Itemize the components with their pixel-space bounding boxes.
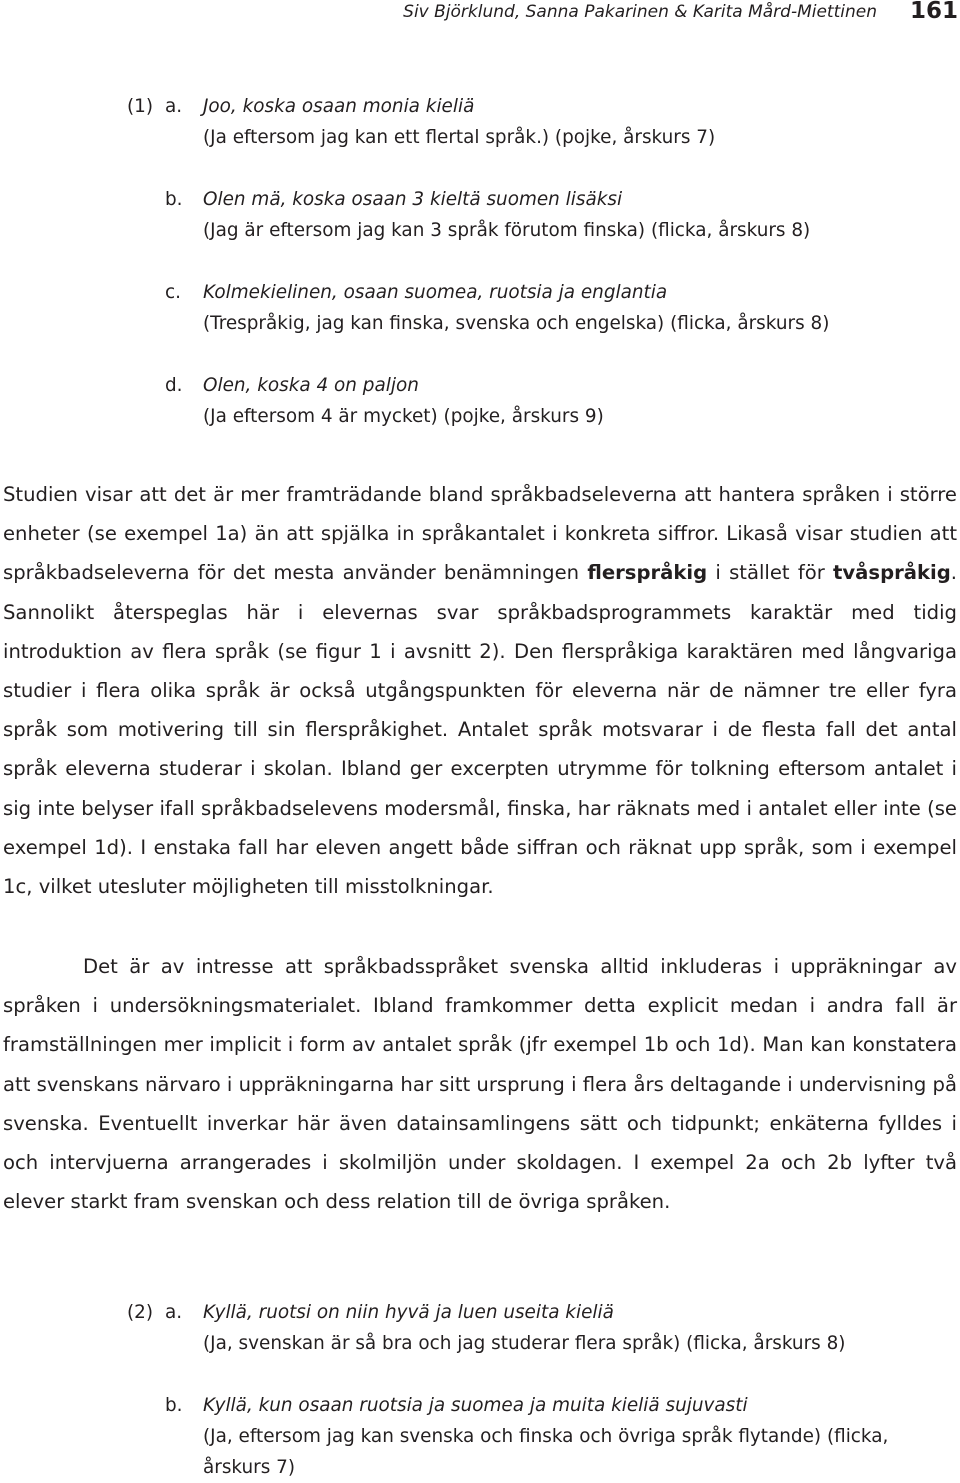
example-body <box>203 277 955 339</box>
example-letter: a. <box>165 1302 183 1323</box>
example-body <box>203 184 955 246</box>
example-body <box>203 1390 955 1483</box>
example-number: (1) <box>127 96 154 117</box>
example-original: Joo, koska osaan monia kieliä <box>203 96 475 117</box>
example-body <box>203 91 955 153</box>
term-flersprakig: flerspråkig <box>587 561 708 585</box>
example-original: Kyllä, kun osaan ruotsia ja suomea ja muita kieliä sujuvasti <box>203 1395 748 1416</box>
example-body <box>203 370 955 432</box>
example-translation: (Trespråkig, jag kan finska, svenska och engelska) (flicka, årskurs 8) <box>203 313 830 334</box>
body-paragraph-1 <box>3 475 957 906</box>
page-number: 161 <box>909 0 958 24</box>
example-original: Olen, koska 4 on paljon <box>203 375 419 396</box>
example-original: Olen mä, koska osaan 3 kieltä suomen lisäksi <box>203 189 623 210</box>
example-letter: b. <box>165 189 183 210</box>
paragraph-text: Det är av intresse att språkbadsspråket svenska alltid inkluderas i uppräkningar av språken i undersökningsmaterialet. Ibland framkommer detta explicit medan i andra fall är framställningen mer implicit i form av antalet språk (jfr exempel 1b och 1d). Man kan konstatera att svenskans närvaro i uppräkningarna har sitt ursprung i flera års deltagande i undervisning på svenska. Eventuellt inverkar här även datainsamlingens sätt och tidpunkt; enkäterna fylldes i och intervjuerna arrangerades i skolmiljön under skoldagen. I exempel 2a och 2b lyfter två elever starkt fram svenskan och dess relation till de övriga språken. <box>3 955 957 1214</box>
example-translation: (Ja eftersom 4 är mycket) (pojke, årskurs 9) <box>203 406 604 427</box>
example-translation: (Ja eftersom jag kan ett flertal språk.) (pojke, årskurs 7) <box>203 127 716 148</box>
example-letter: c. <box>165 282 181 303</box>
paragraph-text: i stället för <box>707 561 834 585</box>
paragraph-text: . Sannolikt återspeglas här i elevernas svar språkbadsprogrammets karaktär med tidig introduktion av flera språk (se figur 1 i avsnitt 2). Den flerspråkiga karaktären med långvariga studier i flera olika språk är också utgångspunkten för eleverna när de nämner tre eller fyra språk som motivering till sin flerspråkighet. Antalet språk motsvarar i de flesta fall det antal språk eleverna studerar i skolan. Ibland ger excerpten utrymme för tolkning eftersom antalet i sig inte belyser ifall språkbadselevens modersmål, finska, har räknats med i antalet eller inte (se exempel 1d). I enstaka fall har eleven angett både siffran och räknat upp språk, som i exempel 1c, vilket utesluter möjligheten till misstolkningar. <box>3 561 957 899</box>
example-translation: (Jag är eftersom jag kan 3 språk förutom finska) (flicka, årskurs 8) <box>203 220 811 241</box>
paragraph-text: Studien visar att det är mer framträdande bland språkbadseleverna att hantera språken i större enheter (se exempel 1a) än att spjälka in språkantalet i konkreta siffror. Likaså visar studien att språkbadseleverna för det mesta använder benämningen <box>3 483 957 585</box>
example-translation: (Ja, svenskan är så bra och jag studerar flera språk) (flicka, årskurs 8) <box>203 1333 846 1354</box>
running-head <box>0 0 960 26</box>
example-letter: b. <box>165 1395 183 1416</box>
example-original: Kolmekielinen, osaan suomea, ruotsia ja englantia <box>203 282 668 303</box>
running-head-authors: Siv Björklund, Sanna Pakarinen & Karita Mård-Miettinen <box>403 2 877 22</box>
example-translation: (Ja, eftersom jag kan svenska och finska och övriga språk flytande) (flicka, årskurs 7) <box>203 1426 889 1478</box>
example-body <box>203 1297 955 1359</box>
example-letter: a. <box>165 96 183 117</box>
term-tvasprakig: tvåspråkig <box>833 561 951 585</box>
example-letter: d. <box>165 375 183 396</box>
example-number: (2) <box>127 1302 154 1323</box>
example-original: Kyllä, ruotsi on niin hyvä ja luen useita kieliä <box>203 1302 614 1323</box>
body-paragraph-2 <box>3 947 957 1221</box>
